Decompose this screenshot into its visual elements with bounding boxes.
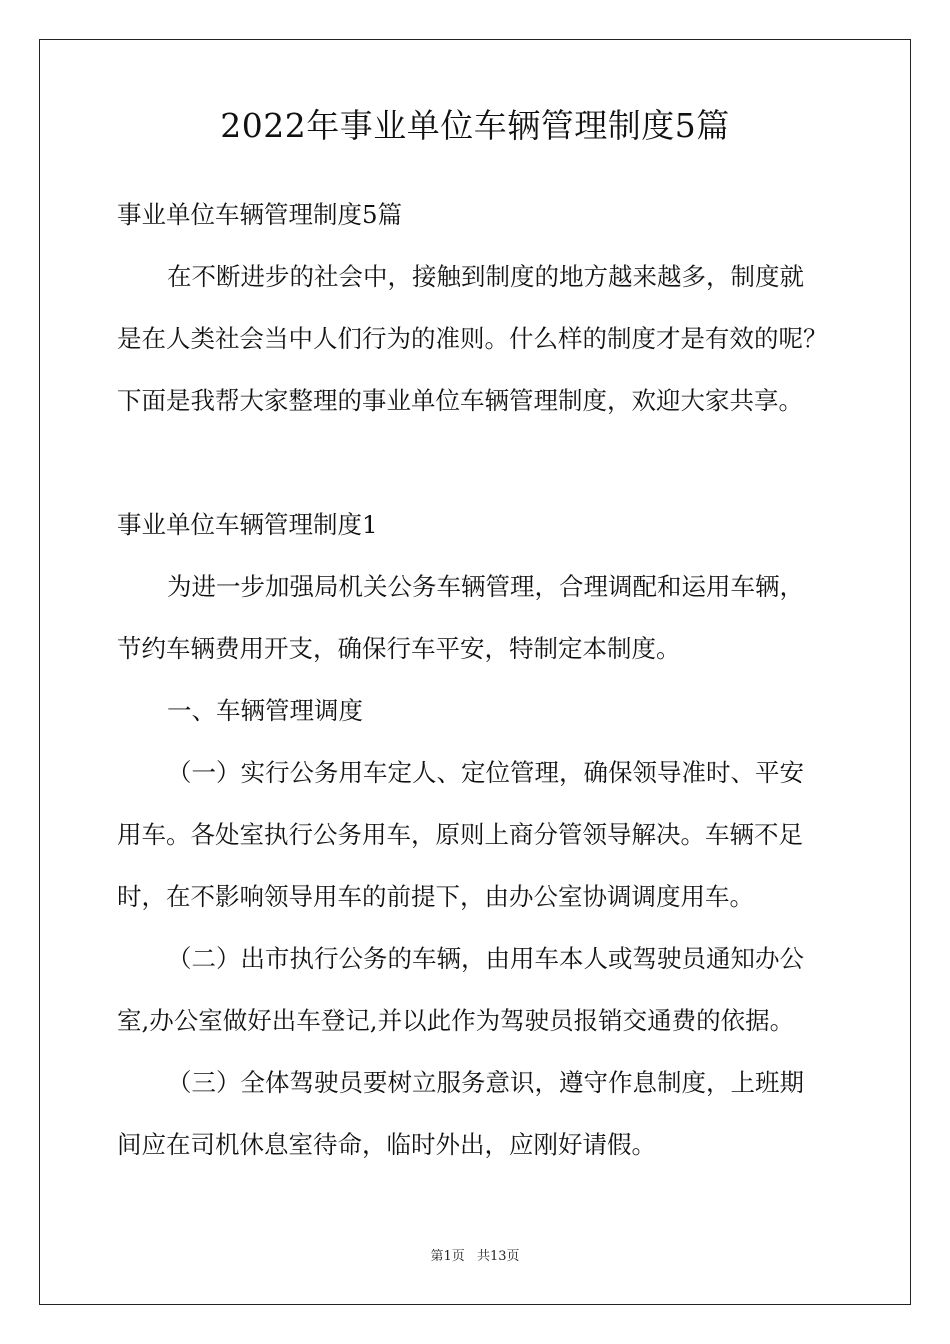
item-3-line-2: 间应在司机休息室待命，临时外出，应刚好请假。 (117, 1130, 656, 1159)
page-footer (0, 1247, 950, 1267)
item-1-line-3: 时，在不影响领导用车的前提下，由办公室协调调度用车。 (117, 882, 754, 911)
item-2-line-1: （二）出市执行公务的车辆，由用车本人或驾驶员通知办公 (167, 944, 804, 973)
intro-line-2: 是在人类社会当中人们行为的准则。什么样的制度才是有效的呢？ (117, 324, 828, 353)
document-subtitle: 事业单位车辆管理制度5篇 (117, 200, 403, 229)
page-total: 共13页 (476, 1249, 520, 1264)
intro-line-3: 下面是我帮大家整理的事业单位车辆管理制度，欢迎大家共享。 (117, 386, 803, 415)
section-para-line-2: 节约车辆费用开支，确保行车平安，特制定本制度。 (117, 634, 681, 663)
item-3-line-1: （三）全体驾驶员要树立服务意识，遵守作息制度，上班期 (167, 1068, 804, 1097)
item-1-line-1: （一）实行公务用车定人、定位管理，确保领导准时、平安 (167, 758, 804, 787)
page-number: 第1页 (430, 1249, 465, 1264)
item-2-line-2: 室,办公室做好出车登记,并以此作为驾驶员报销交通费的依据。 (117, 1006, 795, 1035)
section-para-line-1: 为进一步加强局机关公务车辆管理，合理调配和运用车辆， (167, 572, 804, 601)
sub-heading: 一、车辆管理调度 (167, 696, 363, 725)
section-heading: 事业单位车辆管理制度1 (117, 510, 378, 539)
intro-line-1: 在不断进步的社会中，接触到制度的地方越来越多，制度就 (167, 262, 804, 291)
document-title: 2022年事业单位车辆管理制度5篇 (220, 106, 730, 145)
item-1-line-2: 用车。各处室执行公务用车，原则上商分管领导解决。车辆不足 (117, 820, 803, 849)
